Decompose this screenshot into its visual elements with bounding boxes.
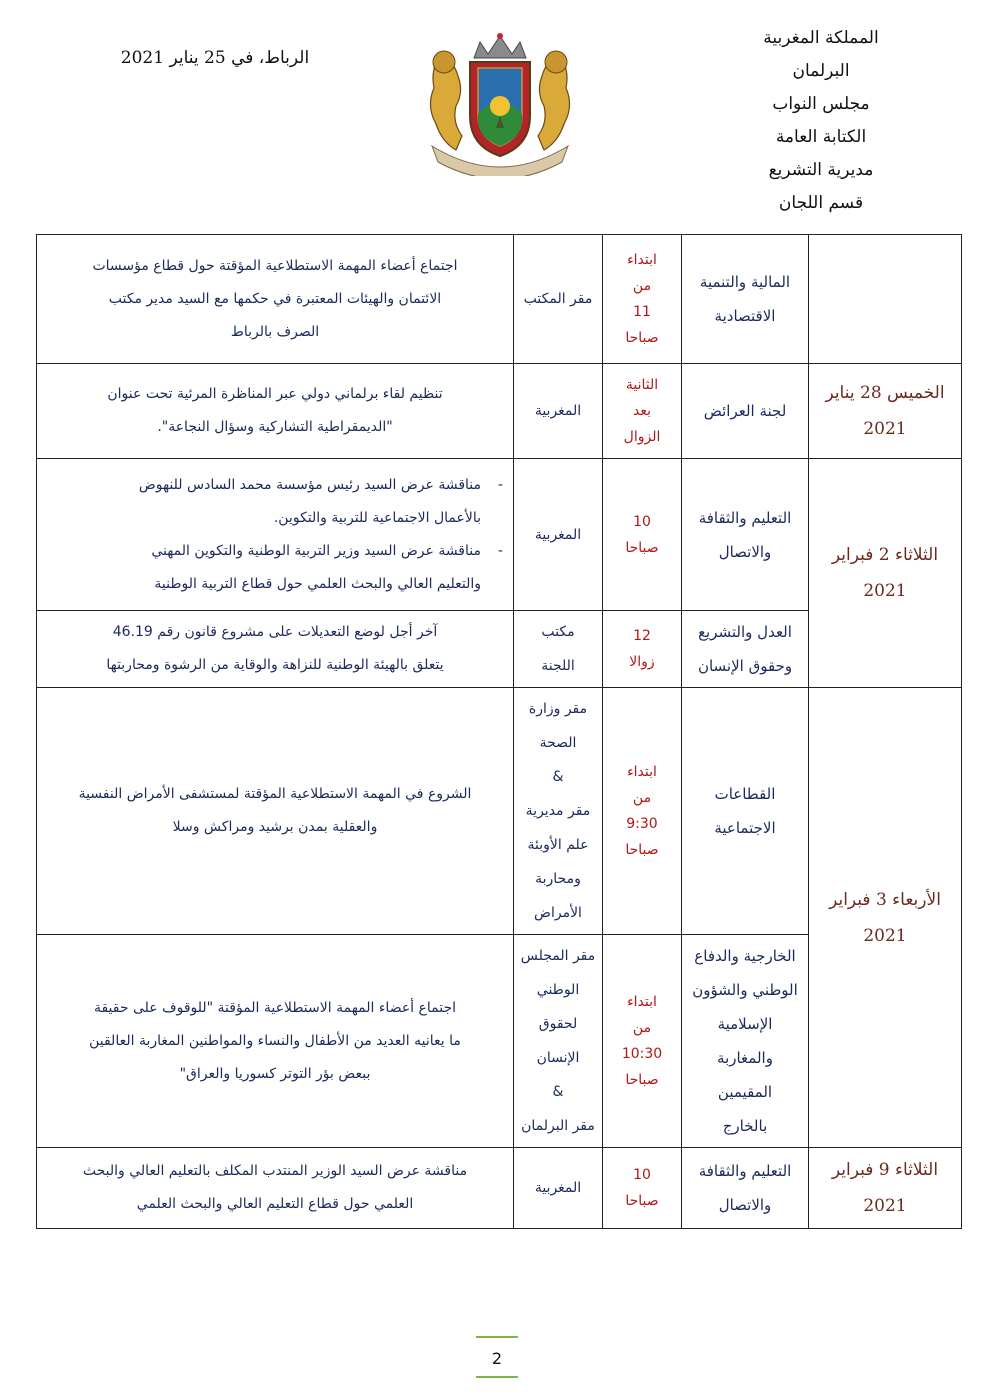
footer-divider-top xyxy=(476,1336,518,1338)
time-line: الزوال xyxy=(623,429,661,445)
date-cell-5 xyxy=(809,688,962,1148)
topic-cell-4 xyxy=(37,611,514,688)
committee-schedule-table xyxy=(36,234,962,1229)
place-line: لحقوق xyxy=(538,1016,578,1032)
org-header xyxy=(726,22,916,220)
topic-cell-6 xyxy=(37,935,514,1148)
topic-line: والعقلية بمدن برشيد ومراكش وسلا xyxy=(172,819,378,835)
committee-line: القطاعات xyxy=(714,785,776,803)
topic-line: الائتمان والهيئات المعتبرة في حكمها مع السيد مدير مكتب xyxy=(108,290,442,307)
committee-line: الاجتماعية xyxy=(714,819,776,837)
time-line: صباحا xyxy=(625,842,659,858)
schedule-row-5 xyxy=(37,688,962,935)
place-line: اللجنة xyxy=(541,658,575,674)
place-cell-6 xyxy=(514,935,603,1148)
topic-line: "الديمقراطية التشاركية وسؤال النجاعة". xyxy=(157,419,393,435)
footer-divider-bottom xyxy=(476,1376,518,1378)
place-line: علم الأوبئة xyxy=(527,837,589,853)
topic-line: تنظيم لقاء برلماني دولي عبر المناظرة المرئية تحت عنوان xyxy=(107,386,443,402)
topic-line: العلمي حول قطاع التعليم العالي والبحث العلمي xyxy=(136,1196,414,1212)
topic-line: بالأعمال الاجتماعية للتربية والتكوين. xyxy=(273,509,481,526)
org-line-kingdom: المملكة المغربية xyxy=(763,28,879,48)
place-line: & xyxy=(552,1084,564,1100)
committee-line: الإسلامية xyxy=(717,1015,773,1033)
time-line: 10:30 xyxy=(621,1046,663,1062)
schedule-row-2 xyxy=(37,364,962,459)
place-line: المغربية xyxy=(534,526,582,543)
coat-of-arms-emblem xyxy=(412,28,588,176)
place-line: & xyxy=(552,769,564,785)
place-cell-4 xyxy=(514,611,603,688)
committee-line: والاتصال xyxy=(718,1196,772,1214)
place-cell-3 xyxy=(514,459,603,611)
date-cell-1 xyxy=(809,235,962,364)
topic-line: - مناقشة عرض السيد رئيس مؤسسة محمد السادس للنهوض xyxy=(138,476,481,493)
page-number: 2 xyxy=(491,1349,503,1368)
place-line: الصحة xyxy=(539,735,577,751)
time-line: 9:30 xyxy=(626,816,658,832)
time-line: الثانية xyxy=(625,377,659,393)
time-line: ابتداء xyxy=(627,764,657,780)
date-cell-3 xyxy=(809,459,962,688)
topic-line: الشروع في المهمة الاستطلاعية المؤقتة لمستشفى الأمراض النفسية xyxy=(78,786,472,802)
time-cell-5 xyxy=(603,688,682,935)
schedule-row-3 xyxy=(37,459,962,611)
topic-line: يتعلق بالهيئة الوطنية للنزاهة والوقاية من الرشوة ومحاربتها xyxy=(106,657,444,673)
committee-line: والمغاربة المقيمين xyxy=(717,1049,773,1101)
committee-line: المالية والتنمية xyxy=(699,273,791,291)
committee-cell-3 xyxy=(682,459,809,611)
place-line: الوطني xyxy=(536,982,580,998)
committee-line: الاقتصادية xyxy=(714,307,776,325)
date-cell-7 xyxy=(809,1148,962,1229)
bullet-item xyxy=(43,469,507,535)
document-date: الرباط، في 25 يناير 2021 xyxy=(120,48,310,68)
time-line: ابتداء xyxy=(627,252,657,268)
time-line: من xyxy=(632,790,652,806)
org-line-department: قسم اللجان xyxy=(778,193,864,213)
committee-line: الخارجية والدفاع xyxy=(694,947,796,965)
time-line: صباحا xyxy=(625,1072,659,1088)
place-line: ومحاربة xyxy=(535,871,581,887)
place-cell-5 xyxy=(514,688,603,935)
bullet-item xyxy=(43,535,507,601)
date-line: 2021 xyxy=(863,419,907,439)
place-line: مقر المجلس xyxy=(520,948,596,964)
committee-line: بالخارج xyxy=(722,1117,768,1135)
place-line: الأمراض xyxy=(534,905,582,921)
time-line: صباحا xyxy=(625,330,659,346)
schedule-row-1 xyxy=(37,235,962,364)
topic-line: - مناقشة عرض السيد وزير التربية الوطنية والتكوين المهني xyxy=(151,542,481,559)
place-line: مقر مديرية xyxy=(525,803,591,819)
time-line: 11 xyxy=(633,304,651,320)
date-line: الأربعاء 3 فبراير xyxy=(829,889,941,910)
org-line-house: مجلس النواب xyxy=(772,94,870,114)
time-line: زوالا xyxy=(629,654,655,670)
place-cell-2 xyxy=(514,364,603,459)
committee-line: التعليم والثقافة xyxy=(698,508,792,527)
place-line: مقر المكتب xyxy=(523,291,593,307)
committee-cell-7 xyxy=(682,1148,809,1229)
place-line: المغربية xyxy=(534,403,582,419)
committee-cell-5 xyxy=(682,688,809,935)
topic-cell-7 xyxy=(37,1148,514,1229)
place-line: الإنسان xyxy=(536,1050,580,1066)
topic-cell-1 xyxy=(37,235,514,364)
time-line: 10 xyxy=(633,513,651,530)
topic-line: ببعض بؤر التوتر كسوريا والعراق" xyxy=(179,1065,371,1082)
committee-line: الوطني والشؤون xyxy=(692,981,798,999)
time-cell-7 xyxy=(603,1148,682,1229)
org-line-parliament: البرلمان xyxy=(792,61,850,81)
committee-line: وحقوق الإنسان xyxy=(697,657,793,675)
topic-line: اجتماع أعضاء المهمة الاستطلاعية المؤقتة حول قطاع مؤسسات xyxy=(92,257,458,274)
topic-cell-3 xyxy=(37,459,514,611)
time-line: من xyxy=(632,278,652,294)
committee-cell-4 xyxy=(682,611,809,688)
schedule-row-7 xyxy=(37,1148,962,1229)
topic-line: ما يعانيه العديد من الأطفال والنساء والمواطنين المغاربة العالقين xyxy=(89,1032,461,1049)
topic-line: الصرف بالرباط xyxy=(230,323,320,340)
time-line: صباحا xyxy=(625,1193,659,1209)
committee-cell-1 xyxy=(682,235,809,364)
time-cell-4 xyxy=(603,611,682,688)
committee-line: العدل والتشريع xyxy=(698,623,792,641)
time-cell-3 xyxy=(603,459,682,611)
time-line: صباحا xyxy=(625,539,659,556)
committee-line: التعليم والثقافة xyxy=(698,1162,792,1180)
org-line-directorate: مديرية التشريع xyxy=(768,160,874,180)
committee-cell-2 xyxy=(682,364,809,459)
committee-cell-6 xyxy=(682,935,809,1148)
committee-line: والاتصال xyxy=(718,542,772,561)
time-line: بعد xyxy=(633,403,651,419)
topic-cell-5 xyxy=(37,688,514,935)
place-cell-7 xyxy=(514,1148,603,1229)
date-line: الثلاثاء 2 فبراير 2021 xyxy=(831,545,939,601)
date-line: الثلاثاء 9 فبراير 2021 xyxy=(831,1160,939,1216)
topic-line: مناقشة عرض السيد الوزير المنتدب المكلف بالتعليم العالي والبحث xyxy=(82,1163,468,1179)
date-line: 2021 xyxy=(863,925,907,946)
topic-cell-2 xyxy=(37,364,514,459)
topic-line: والتعليم العالي والبحث العلمي حول قطاع التربية الوطنية xyxy=(154,575,481,592)
place-line: مقر البرلمان xyxy=(521,1118,595,1134)
committee-line: لجنة العرائض xyxy=(703,402,787,420)
time-line: 10 xyxy=(633,1167,651,1183)
time-line: من xyxy=(632,1020,652,1036)
org-line-secretariat: الكتابة العامة xyxy=(775,127,867,147)
place-line: المغربية xyxy=(534,1180,582,1196)
time-cell-1 xyxy=(603,235,682,364)
time-line: 12 xyxy=(633,628,651,644)
place-line: مكتب xyxy=(541,624,575,640)
topic-line: آخر أجل لوضع التعديلات على مشروع قانون رقم 46.19 xyxy=(112,624,438,640)
place-line: مقر وزارة xyxy=(528,701,588,717)
place-cell-1 xyxy=(514,235,603,364)
date-line: الخميس 28 يناير xyxy=(825,383,945,403)
time-line: ابتداء xyxy=(627,994,657,1010)
topic-line: اجتماع أعضاء المهمة الاستطلاعية المؤقتة "للوقوف على حقيقة xyxy=(93,999,457,1016)
time-cell-2 xyxy=(603,364,682,459)
time-cell-6 xyxy=(603,935,682,1148)
date-cell-2 xyxy=(809,364,962,459)
